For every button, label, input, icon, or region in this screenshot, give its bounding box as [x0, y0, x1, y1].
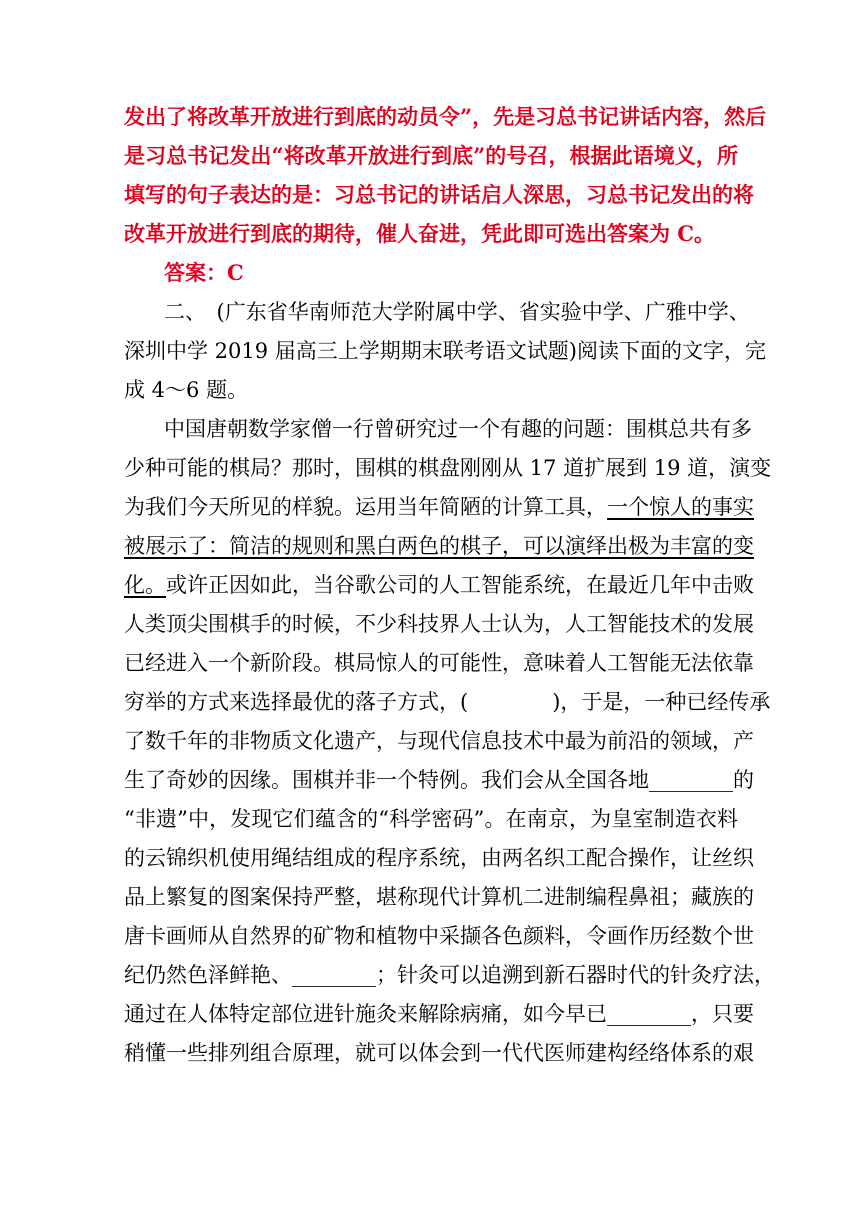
passage-line-9: 了数千年的非物质文化遗产，与现代信息技术中最为前沿的领域，产: [124, 729, 754, 753]
explanation-line-2: 是习总书记发出“将改革开放进行到底”的号召，根据此语境义，所: [124, 143, 738, 168]
answer-label: 答案：C: [164, 260, 244, 285]
passage-line-15: 纪仍然色泽鲜艳、________；针灸可以追溯到新石器时代的针灸疗法，: [124, 963, 775, 987]
underlined-sentence-part-2: 被展示了：简洁的规则和黑白两色的棋子，可以演绎出极为丰富的变: [124, 534, 754, 558]
section-heading-line-3: 成 4～6 题。: [124, 378, 249, 402]
explanation-line-3: 填写的句子表达的是：习总书记的讲话启人深思，习总书记发出的将: [124, 182, 754, 207]
passage-line-10: 生了奇妙的因缘。围棋并非一个特例。我们会从全国各地________的: [124, 768, 754, 792]
passage-line-2: 少种可能的棋局？那时，围棋的棋盘刚刚从 17 道扩展到 19 道，演变: [124, 456, 772, 480]
section-heading-line-1: 二、 (广东省华南师范大学附属中学、省实验中学、广雅中学、: [164, 300, 750, 324]
underlined-sentence-part-1: 一个惊人的事实: [607, 495, 754, 519]
passage-line-17: 稍懂一些排列组合原理，就可以体会到一代代医师建构经络体系的艰: [124, 1041, 754, 1065]
underlined-sentence-part-3: 化。: [124, 573, 166, 597]
explanation-line-4: 改革开放进行到底的期待，催人奋进，凭此即可选出答案为 C。: [124, 221, 716, 246]
passage-line-11: “非遗”中，发现它们蕴含的“科学密码”。在南京，为皇室制造衣料: [124, 807, 738, 831]
passage-line-7: 已经进入一个新阶段。棋局惊人的可能性，意味着人工智能无法依靠: [124, 651, 754, 675]
passage-line-16: 通过在人体特定部位进针施灸来解除病痛，如今早已________，只要: [124, 1002, 754, 1026]
passage-line-5-text: 或许正因如此，当谷歌公司的人工智能系统，在最近几年中击败: [166, 573, 754, 597]
section-heading-line-2: 深圳中学 2019 届高三上学期期末联考语文试题)阅读下面的文字，完: [124, 339, 766, 363]
passage-line-14: 唐卡画师从自然界的矿物和植物中采撷各色颜料，令画作历经数个世: [124, 924, 754, 948]
passage-line-3-text: 为我们今天所见的样貌。运用当年简陋的计算工具，: [124, 495, 607, 519]
explanation-line-1: 发出了将改革开放进行到底的动员令”，先是习总书记讲话内容，然后: [124, 104, 767, 129]
passage-line-3: [124, 492, 754, 522]
passage-line-8: 穷举的方式来选择最优的落子方式，( )，于是，一种已经传承: [124, 690, 771, 714]
passage-line-13: 品上繁复的图案保持严整，堪称现代计算机二进制编程鼻祖；藏族的: [124, 885, 754, 909]
passage-line-6: 人类顶尖围棋手的时候，不少科技界人士认为，人工智能技术的发展: [124, 612, 754, 636]
passage-line-12: 的云锦织机使用绳结组成的程序系统，由两名织工配合操作，让丝织: [124, 846, 754, 870]
passage-line-1: 中国唐朝数学家僧一行曾研究过一个有趣的问题：围棋总共有多: [164, 417, 752, 441]
passage-line-5: [124, 570, 754, 600]
